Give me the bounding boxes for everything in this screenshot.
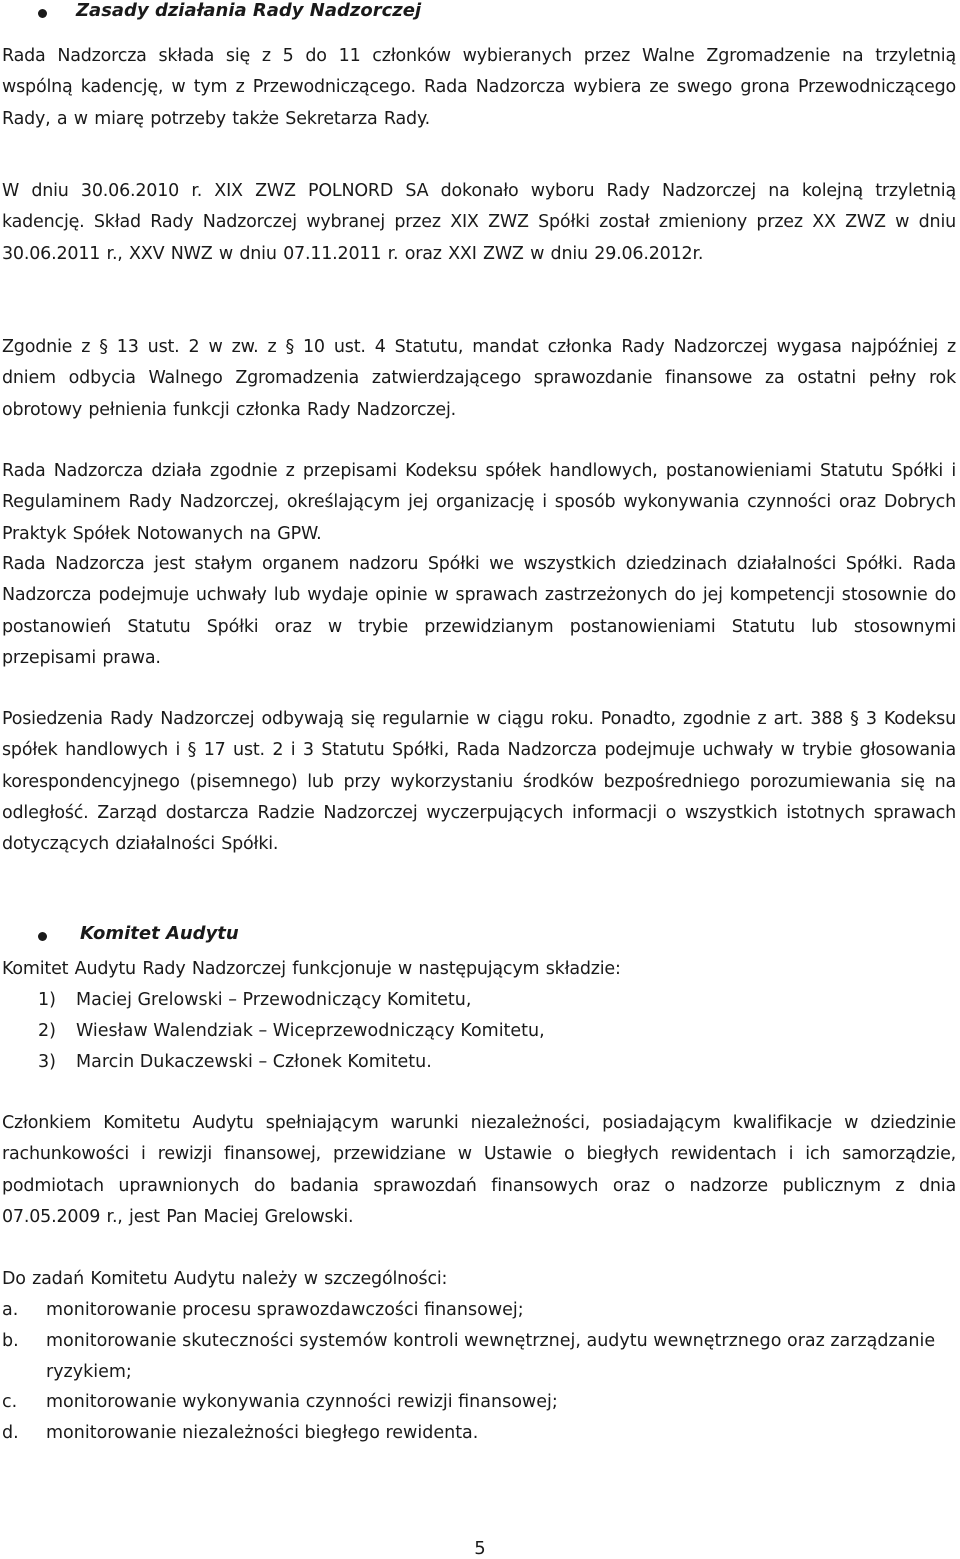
section-heading-supervisory-board: Zasady działania Rady Nadzorczej — [76, 0, 422, 21]
committee-tasks-list — [2, 1295, 956, 1449]
paragraph-board-composition: Rada Nadzorcza składa się z 5 do 11 członków wybieranych przez Walne Zgromadzenie na trzyletnią wspólną kadencję, w tym z Przewodniczącego. Rada Nadzorcza wybiera ze swego grona Przewodniczącego Rady, a w miarę potrzeby także Sekretarza Rady. — [2, 46, 956, 129]
list-item-text: monitorowanie wykonywania czynności rewizji finansowej; — [46, 1392, 558, 1413]
bullet-icon — [38, 932, 47, 941]
list-item-text: monitorowanie skuteczności systemów kontroli wewnętrznej, audytu wewnętrznego oraz zarządzanie ryzykiem; — [46, 1330, 936, 1382]
list-marker: 1) — [38, 990, 56, 1010]
list-item — [2, 985, 956, 1016]
committee-members-list — [2, 985, 956, 1077]
list-marker: 3) — [38, 1051, 56, 1072]
section-heading-audit-committee: Komitet Audytu — [80, 923, 239, 944]
list-marker: c. — [2, 1392, 18, 1413]
list-item — [2, 1016, 956, 1047]
paragraph-board-role: Rada Nadzorcza jest stałym organem nadzoru Spółki we wszystkich dziedzinach działalności Spółki. Rada Nadzorcza podejmuje uchwały lub wydaje opinie w sprawach zastrzeżonych do jej kompetencji stosownie do postanowień Statutu Spółki oraz w trybie przewidzianym postanowieniami Statutu lub stosownymi przepisami prawa. — [2, 554, 956, 668]
list-marker: b. — [2, 1330, 19, 1351]
paragraph-tasks-intro: Do zadań Komitetu Audytu należy w szczególności: — [2, 1269, 448, 1289]
paragraph-mandate-expiry: Zgodnie z § 13 ust. 2 w zw. z § 10 ust. 4 Statutu, mandat członka Rady Nadzorczej wygasa najpóźniej z dniem odbycia Walnego Zgromadzenia zatwierdzającego sprawozdanie finansowe za ostatni pełny rok obrotowy pełnienia funkcji członka Rady Nadzorczej. — [2, 337, 956, 420]
list-marker: 2) — [38, 1020, 56, 1041]
list-item-text: monitorowanie procesu sprawozdawczości finansowej; — [46, 1300, 524, 1320]
list-marker: d. — [2, 1423, 19, 1444]
list-item — [2, 1418, 956, 1449]
bullet-icon — [38, 9, 47, 18]
paragraph-board-election: W dniu 30.06.2010 r. XIX ZWZ POLNORD SA dokonało wyboru Rady Nadzorczej na kolejną trzyletnią kadencję. Skład Rady Nadzorczej wybranej przez XIX ZWZ Spółki został zmieniony przez XX ZWZ w dniu 30.06.2011 r., XXV NWZ w dniu 07.11.2011 r. oraz XXI ZWZ w dniu 29.06.2012r. — [2, 181, 956, 264]
list-marker: a. — [2, 1300, 19, 1320]
list-item-text: Maciej Grelowski – Przewodniczący Komitetu, — [76, 990, 472, 1010]
list-item — [2, 1326, 956, 1388]
list-item — [2, 1047, 956, 1078]
paragraph-meetings: Posiedzenia Rady Nadzorczej odbywają się regularnie w ciągu roku. Ponadto, zgodnie z art. 388 § 3 Kodeksu spółek handlowych i § 17 ust. 2 i 3 Statutu Spółki, Rada Nadzorcza podejmuje uchwały w trybie głosowania korespondencyjnego (pisemnego) lub przy wykorzystaniu środków bezpośredniego porozumiewania się na odległość. Zarząd dostarcza Radzie Nadzorczej wyczerpujących informacji o wszystkich istotnych sprawach dotyczących działalności Spółki. — [2, 709, 956, 855]
list-item-text: monitorowanie niezależności biegłego rewidenta. — [46, 1423, 479, 1444]
list-item — [2, 1295, 956, 1326]
paragraph-independent-member: Członkiem Komitetu Audytu spełniającym warunki niezależności, posiadającym kwalifikacje w dziedzinie rachunkowości i rewizji finansowej, przewidziane w Ustawie o biegłych rewidentach i ich samorządzie, podmiotach uprawnionych do badania sprawozdań finansowych oraz o nadzorze publicznym z dnia 07.05.2009 r., jest Pan Maciej Grelowski. — [2, 1113, 956, 1227]
list-item-text: Marcin Dukaczewski – Członek Komitetu. — [76, 1051, 432, 1072]
list-item — [2, 1387, 956, 1418]
paragraph-committee-intro: Komitet Audytu Rady Nadzorczej funkcjonuje w następującym składzie: — [2, 959, 621, 979]
paragraph-legal-basis: Rada Nadzorcza działa zgodnie z przepisami Kodeksu spółek handlowych, postanowieniami Statutu Spółki i Regulaminem Rady Nadzorczej, określającym jej organizację i sposób wykonywania czynności oraz Dobrych Praktyk Spółek Notowanych na GPW. — [2, 461, 956, 544]
page-number: 5 — [474, 1538, 486, 1559]
list-item-text: Wiesław Walendziak – Wiceprzewodniczący Komitetu, — [76, 1020, 545, 1041]
